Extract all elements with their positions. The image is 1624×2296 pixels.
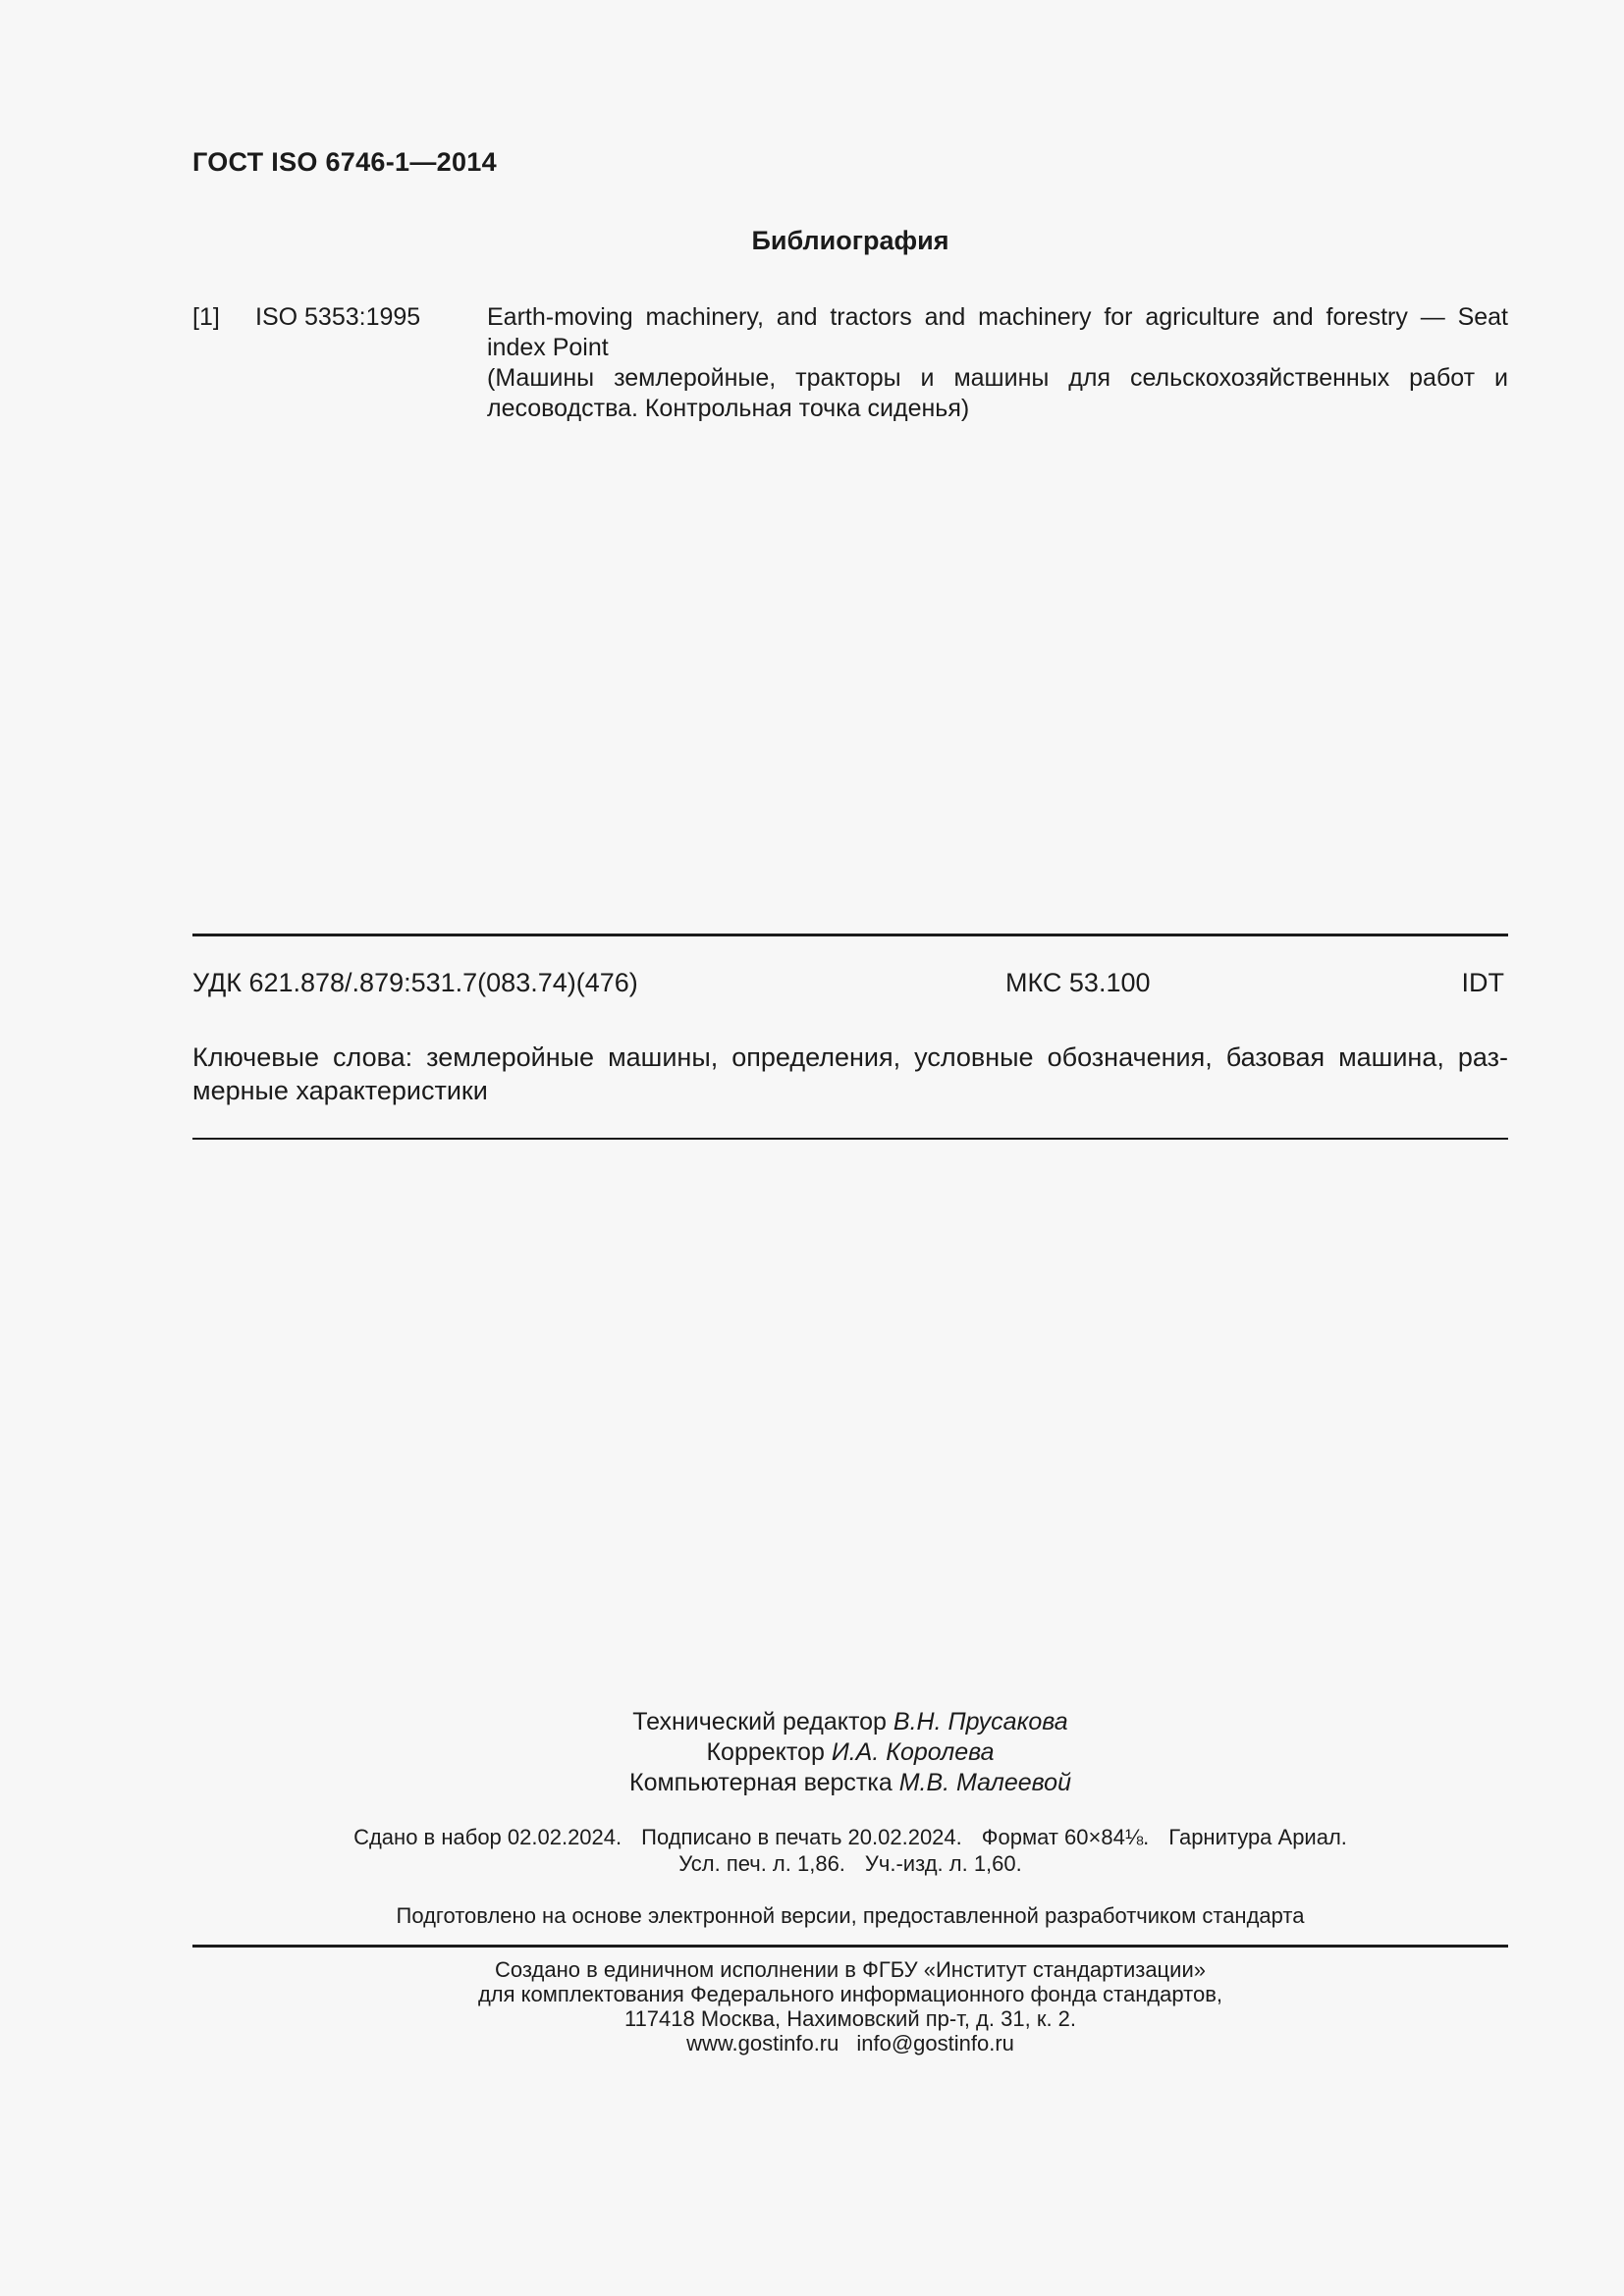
layout-name: М.В. Малеевой — [898, 1769, 1071, 1796]
bibliography-entry-title-ru: (Машины землеройные, тракторы и машины для сельскохозяйственных работ и лесоводства. Контрольная точка сиденья) — [487, 364, 1508, 422]
proofreader-name: И.А. Королева — [831, 1738, 995, 1766]
print-info-block — [192, 1824, 1508, 1877]
publisher-line-1: Создано в единичном исполнении в ФГБУ «Институт стандартизации» — [495, 1957, 1206, 1982]
publisher-line-2: для комплектования Федерального информационного фонда стандартов, — [477, 1982, 1223, 2006]
print-format: Формат 60×84⅛. — [981, 1825, 1150, 1849]
print-info-line-2 — [192, 1850, 1508, 1877]
layout-line — [192, 1768, 1508, 1798]
tech-editor-line — [192, 1707, 1508, 1737]
idt-marker: IDT — [1461, 968, 1504, 997]
mks-code: МКС 53.100 — [1005, 968, 1151, 997]
proofreader-line — [192, 1737, 1508, 1768]
layout-label: Компьютерная верстка — [629, 1769, 893, 1796]
tech-editor-label: Технический редактор — [632, 1708, 887, 1735]
classification-row — [192, 968, 1504, 1003]
submitted-date: Сдано в набор 02.02.2024. — [353, 1825, 623, 1849]
bibliography-title: Библиография — [751, 226, 949, 255]
keywords-line-2: мерные характеристики — [192, 1076, 488, 1105]
classification-bottom-rule — [192, 1138, 1508, 1140]
footer-rule — [192, 1945, 1508, 1948]
proofreader-label: Корректор — [706, 1738, 825, 1766]
udk-code: УДК 621.878/.879:531.7(083.74)(476) — [192, 968, 638, 997]
publisher-website: www.gostinfo.ru — [686, 2031, 839, 2056]
classification-top-rule — [192, 934, 1508, 936]
typeface: Гарнитура Ариал. — [1168, 1825, 1347, 1849]
publisher-block — [192, 1957, 1508, 2056]
document-header-id: ГОСТ ISO 6746-1—2014 — [192, 147, 497, 177]
bibliography-entry-title-en: Earth-moving machinery, and tractors and machinery for agriculture and forestry — Seat index Point — [487, 303, 1508, 361]
tech-editor-name: В.Н. Прусакова — [893, 1708, 1068, 1735]
bibliography-entry-code: ISO 5353:1995 — [255, 303, 421, 331]
print-sheets: Усл. печ. л. 1,86. — [678, 1851, 845, 1876]
keywords-line-1: Ключевые слова: землеройные машины, определения, условные обозначения, базовая машина, раз- — [192, 1042, 1508, 1072]
print-info-line-1 — [192, 1824, 1508, 1850]
publication-sheets: Уч.-изд. л. 1,60. — [864, 1851, 1022, 1876]
publisher-email: info@gostinfo.ru — [856, 2031, 1014, 2056]
credits-block — [192, 1707, 1508, 1798]
prepared-note: Подготовлено на основе электронной версии, предоставленной разработчиком стандарта — [396, 1903, 1305, 1928]
bibliography-entry-description — [487, 302, 1508, 424]
publisher-address: 117418 Москва, Нахимовский пр-т, д. 31, к. 2. — [623, 2006, 1077, 2031]
bibliography-entry-number: [1] — [192, 303, 220, 331]
signed-date: Подписано в печать 20.02.2024. — [641, 1825, 962, 1849]
publisher-contacts — [192, 2031, 1508, 2056]
keywords-paragraph — [192, 1041, 1508, 1107]
